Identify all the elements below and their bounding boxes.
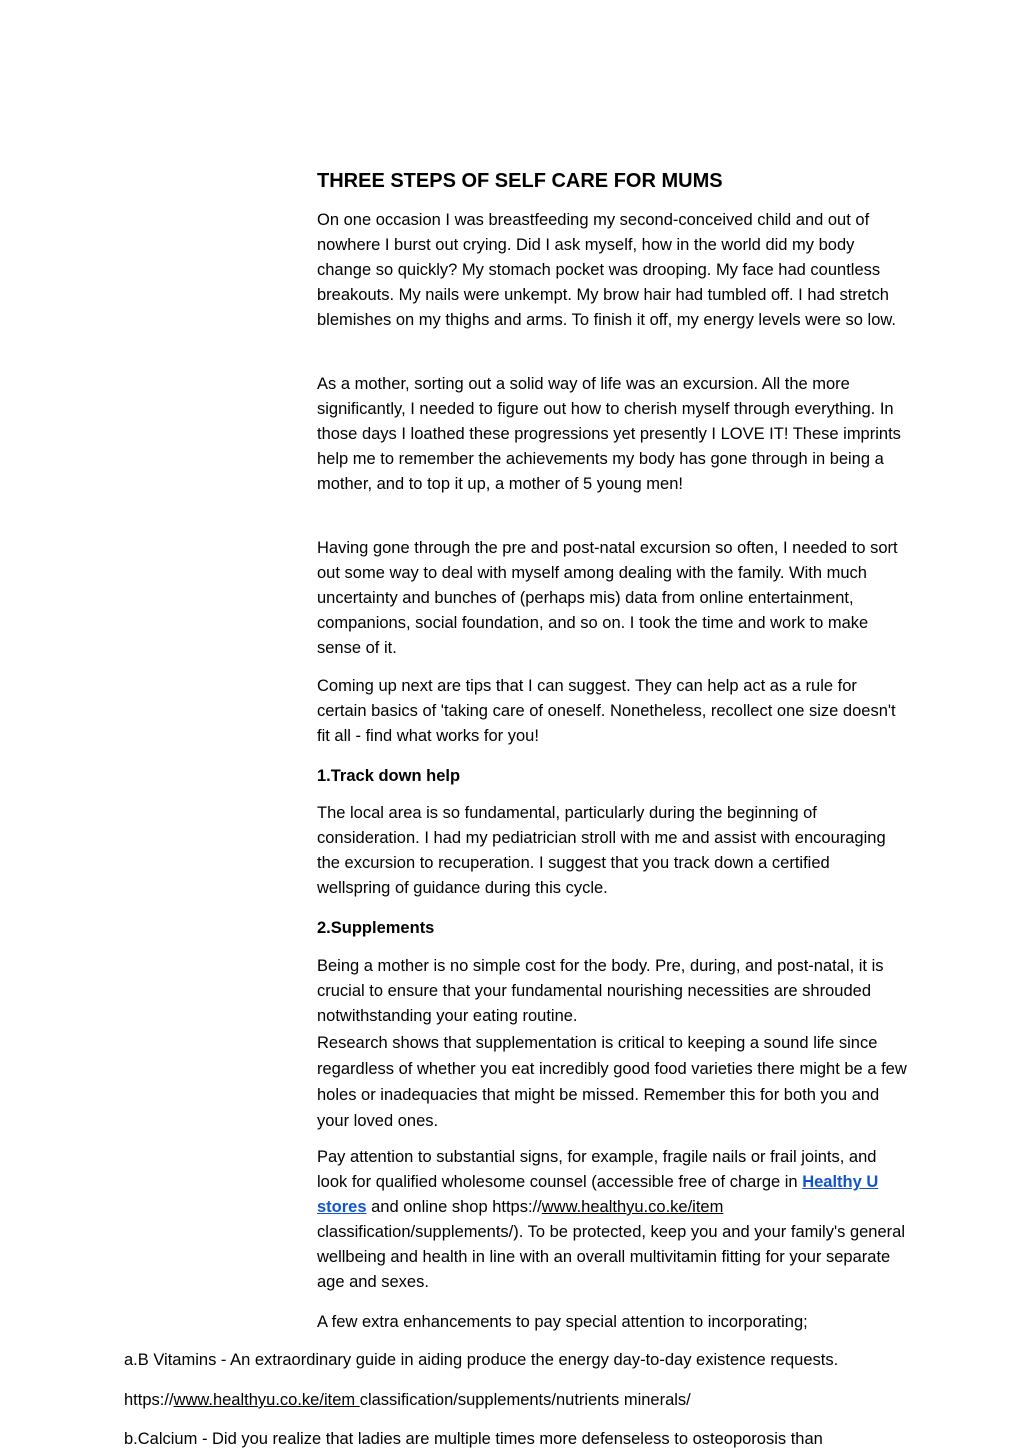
url-prefix: https:// (124, 1391, 174, 1409)
url-suffix: classification/supplements/nutrients minerals/ (359, 1391, 691, 1409)
paragraph-text: Pay attention to substantial signs, for example, fragile nails or frail joints, and look for qualified wholesome counsel (accessible free of charge in (317, 1148, 877, 1191)
intro-paragraph-1: On one occasion I was breastfeeding my second-conceived child and out of nowhere I burst out crying. Did I ask myself, how in the world did my body change so quickly? My stomach pocket was drooping. My face had countless breakouts. My nails were unkempt. My brow hair had tumbled off. I had stretch blemishes on my thighs and arms. To finish it off, my energy levels were so low. (317, 211, 896, 329)
intro-paragraph-4: Coming up next are tips that I can suggest. They can help act as a rule for certain basics of 'taking care of oneself. Nonetheless, recollect one size doesn't fit all - find what works for you! (317, 677, 896, 745)
list-item-b-vitamins: a.B Vitamins - An extraordinary guide in aiding produce the energy day-to-day existence requests. (124, 1351, 839, 1369)
healthyu-url-link[interactable]: www.healthyu.co.ke/item (541, 1198, 724, 1216)
healthyu-nutrients-link[interactable]: www.healthyu.co.ke/item (173, 1391, 360, 1409)
intro-paragraph-2: As a mother, sorting out a solid way of life was an excursion. All the more significantly, I needed to figure out how to cherish myself through everything. In those days I loathed these progressions yet presently I LOVE IT! These imprints help me to remember the achievements my body has gone through in being a mother, and to top it up, a mother of 5 young men! (317, 375, 901, 493)
list-url-line (124, 1388, 924, 1413)
section2-paragraph-3 (317, 1145, 907, 1295)
section2-paragraph-4: A few extra enhancements to pay special attention to incorporating; (317, 1313, 808, 1331)
intro-paragraph-3: Having gone through the pre and post-natal excursion so often, I needed to sort out some way to deal with myself among dealing with the family. With much uncertainty and bunches of (perhaps mis) data from online entertainment, companions, social foundation, and so on. I took the time and work to make sense of it. (317, 539, 898, 657)
section-heading-track-down-help: 1.Track down help (317, 767, 461, 785)
section1-paragraph: The local area is so fundamental, particularly during the beginning of consideration. I had my pediatrician stroll with me and assist with encouraging the excursion to recuperation. I suggest that you track down a certified wellspring of guidance during this cycle. (317, 804, 886, 897)
paragraph-text: and online shop https:// (366, 1198, 542, 1216)
paragraph-text: classification/supplements/). To be protected, keep you and your family's general wellbeing and health in line with an overall multivitamin fitting for your separate age and sexes. (317, 1223, 905, 1291)
section-heading-supplements: 2.Supplements (317, 919, 435, 937)
list-item-calcium: b.Calcium - Did you realize that ladies are multiple times more defenseless to osteoporosis than (124, 1430, 823, 1448)
healthy-u-stores-link[interactable]: Healthy U stores (317, 1173, 879, 1216)
section2-paragraph-1: Being a mother is no simple cost for the body. Pre, during, and post-natal, it is crucial to ensure that your fundamental nourishing necessities are shrouded notwithstanding your eating routine. (317, 957, 884, 1025)
page-title: THREE STEPS OF SELF CARE FOR MUMS (317, 170, 723, 192)
section2-paragraph-2: Research shows that supplementation is critical to keeping a sound life since regardless of whether you eat incredibly good food varieties there might be a few holes or inadequacies that might be missed. Remember this for both you and your loved ones. (317, 1034, 907, 1130)
